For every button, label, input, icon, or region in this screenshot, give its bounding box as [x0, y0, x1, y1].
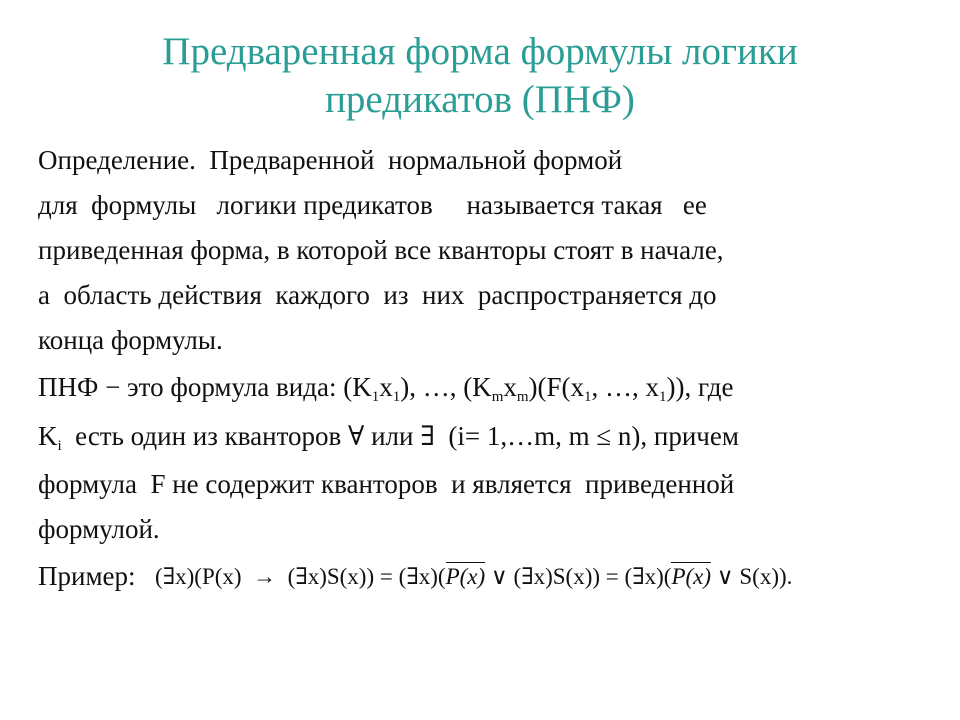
pnf-sub-2: 1 — [392, 389, 401, 405]
pnf-sub-3: m — [491, 389, 504, 405]
definition-line-3: приведенная форма, в которой все кванторы стоят в начале, — [38, 235, 724, 265]
formula-line-2: формулой. — [38, 514, 160, 544]
definition-line-4: а область действия каждого из них распространяется до — [38, 280, 717, 310]
pnf-x-2: x — [503, 372, 517, 402]
negation-bar-1 — [446, 562, 486, 563]
negated-term-1-text: P(x) — [445, 564, 486, 589]
ki-line — [38, 420, 739, 452]
negated-term-2 — [671, 562, 711, 592]
title-line-2: предикатов (ПНФ) — [325, 78, 635, 121]
example-part-1: (∃x)(P(x) → (∃x)S(x)) = (∃x)( — [155, 564, 446, 589]
slide-title — [0, 28, 960, 124]
definition-line-5: конца формулы. — [38, 325, 223, 355]
ki-rest: есть один из кванторов ∀ или ∃ (i= 1,…m, m ≤ n), причем — [61, 421, 739, 451]
negated-term-1 — [446, 562, 486, 592]
example-part-3: ∨ S(x)). — [711, 564, 793, 589]
formula-line-1: формула F не содержит кванторов и является приведенной — [38, 469, 735, 499]
ki-k: K — [38, 421, 58, 451]
pnf-mid-3: , …, x — [591, 372, 660, 402]
negated-term-2-text: P(x) — [671, 564, 712, 589]
definition-line-2: для формулы логики предикатов называется такая ее — [38, 190, 707, 220]
negation-bar-2 — [671, 562, 711, 563]
pnf-end: )), где — [666, 372, 734, 402]
ki-sub: i — [57, 438, 62, 454]
pnf-prefix: ПНФ − это формула вида: (K — [38, 372, 372, 402]
pnf-sub-6: 1 — [659, 389, 667, 405]
definition-line-1: Определение. Предваренной нормальной формой — [38, 145, 623, 175]
example-label: Пример: — [38, 561, 136, 591]
pnf-definition-line — [38, 371, 733, 403]
pnf-sub-5: 1 — [584, 389, 592, 405]
pnf-mid-2: )(F(x — [528, 372, 585, 402]
pnf-sub-4: m — [516, 389, 529, 405]
pnf-sub-1: 1 — [371, 389, 380, 405]
pnf-mid-1: ), …, (K — [400, 372, 492, 402]
pnf-x-1: x — [379, 372, 393, 402]
example-part-2: ∨ (∃x)S(x)) = (∃x)( — [485, 564, 672, 589]
example-formula — [155, 562, 792, 592]
title-line-1: Предваренная форма формулы логики — [162, 30, 798, 73]
